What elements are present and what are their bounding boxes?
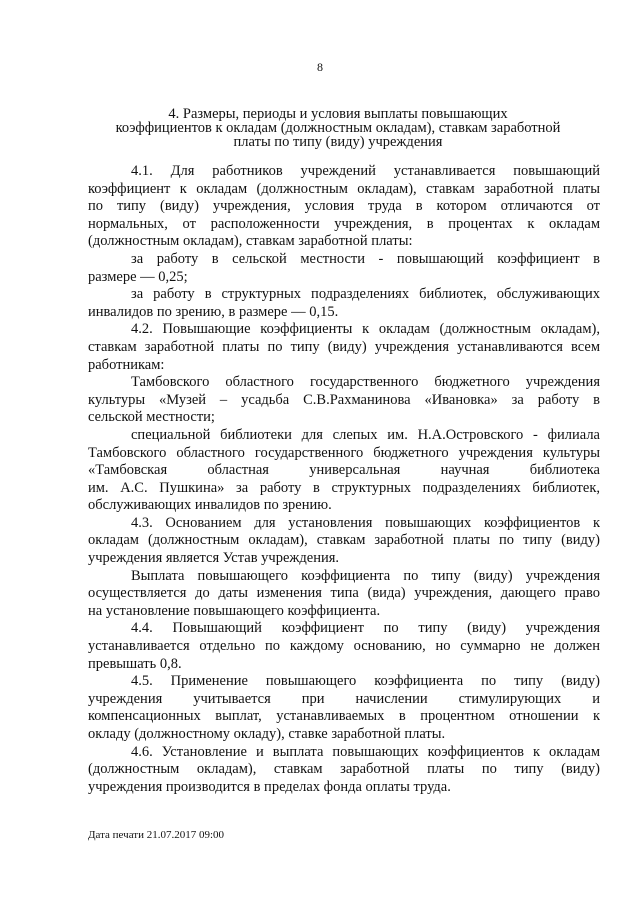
text-line: ставкам заработной платы по типу (виду) учреждения устанавливаются всем [88, 338, 600, 355]
paragraph-4-3-payment [88, 568, 600, 621]
text-line: окладам (должностным окладам), ставкам заработной платы по типу (виду) [88, 532, 600, 549]
paragraph-4-2-museum [88, 374, 600, 427]
text-line: 4.4. Повышающий коэффициент по типу (виду) учреждения [131, 620, 600, 637]
section-title [88, 107, 588, 149]
text-line: им. А.С. Пушкина» за работу в структурных подразделениях библиотек, [88, 479, 600, 496]
text-line: 4.2. Повышающие коэффициенты к окладам (должностным окладам), [131, 321, 600, 338]
text-line: нормальных, от расположенности учреждения, в процентах к окладам [88, 215, 600, 232]
text-line: превышать 0,8. [88, 655, 182, 672]
paragraph-4-2 [88, 321, 600, 374]
text-line: Тамбовского областного государственного бюджетного учреждения [131, 374, 600, 391]
text-line: 4.5. Применение повышающего коэффициента по типу (виду) [131, 673, 600, 690]
text-line: 4.6. Установление и выплата повышающих коэффициентов к окладам [131, 743, 600, 760]
text-line: коэффициент к окладам (должностным окладам), ставкам заработной платы [88, 180, 600, 197]
text-line: культуры «Музей – усадьба С.В.Рахманинова «Ивановка» за работу в [88, 391, 600, 408]
text-line: за работу в сельской местности - повышающий коэффициент в [131, 250, 600, 267]
text-line: учреждения производится в пределах фонда оплаты труда. [88, 778, 451, 795]
text-line: «Тамбовская областная универсальная научная библиотека [88, 462, 600, 479]
text-line: на установление повышающего коэффициента. [88, 602, 381, 619]
text-line: 4.1. Для работников учреждений устанавливается повышающий [131, 163, 600, 179]
section-title-line: коэффициентов к окладам (должностным окладам), ставкам заработной [115, 120, 561, 136]
paragraph-4-2-library [88, 427, 600, 515]
paragraph-4-4 [88, 620, 600, 673]
text-line: Выплата повышающего коэффициента по типу (виду) учреждения [131, 567, 600, 584]
section-title-line: платы по типу (виду) учреждения [233, 134, 443, 150]
text-line: окладу (должностному окладу), ставке заработной платы. [88, 726, 446, 742]
text-line: размере — 0,25; [88, 268, 188, 285]
paragraph-4-5 [88, 673, 600, 743]
print-date: Дата печати 21.07.2017 09:00 [88, 829, 225, 841]
text-line: (должностным окладам), ставкам заработной платы по типу (виду) [88, 761, 600, 778]
text-line: инвалидов по зрению, в размере — 0,15. [88, 303, 339, 320]
text-line: (должностным окладам), ставкам заработной платы: [88, 233, 413, 250]
text-line: учреждения учитывается при начислении стимулирующих и [88, 690, 600, 707]
text-line: работникам: [88, 356, 165, 373]
text-line: обслуживающих инвалидов по зрению. [88, 497, 332, 514]
text-line: по типу (виду) учреждения, условия труда в котором отличаются от [88, 198, 600, 215]
paragraph-4-1 [88, 163, 600, 251]
text-line: сельской местности; [88, 409, 215, 426]
text-line: специальной библиотеки для слепых им. Н.А.Островского - филиала [131, 426, 600, 443]
text-line: за работу в структурных подразделениях библиотек, обслуживающих [131, 286, 600, 303]
text-line: 4.3. Основанием для установления повышающих коэффициентов к [131, 514, 600, 531]
paragraph-4-6 [88, 744, 600, 797]
text-line: устанавливается отдельно по каждому основанию, но суммарно не должен [88, 638, 600, 655]
text-line: Тамбовского областного государственного бюджетного учреждения культуры [88, 444, 600, 461]
paragraph-4-1-libraries [88, 286, 600, 321]
paragraph-4-3 [88, 515, 600, 568]
page-number: 8 [317, 60, 323, 74]
text-line: учреждения является Устав учреждения. [88, 550, 340, 567]
paragraph-4-1-rural [88, 251, 600, 286]
text-line: компенсационных выплат, устанавливаемых в процентном отношении к [88, 708, 600, 725]
document-body [88, 163, 600, 796]
text-line: осуществляется до даты изменения типа (вида) учреждения, дающего право [88, 585, 600, 602]
section-title-line: 4. Размеры, периоды и условия выплаты повышающих [168, 106, 508, 122]
